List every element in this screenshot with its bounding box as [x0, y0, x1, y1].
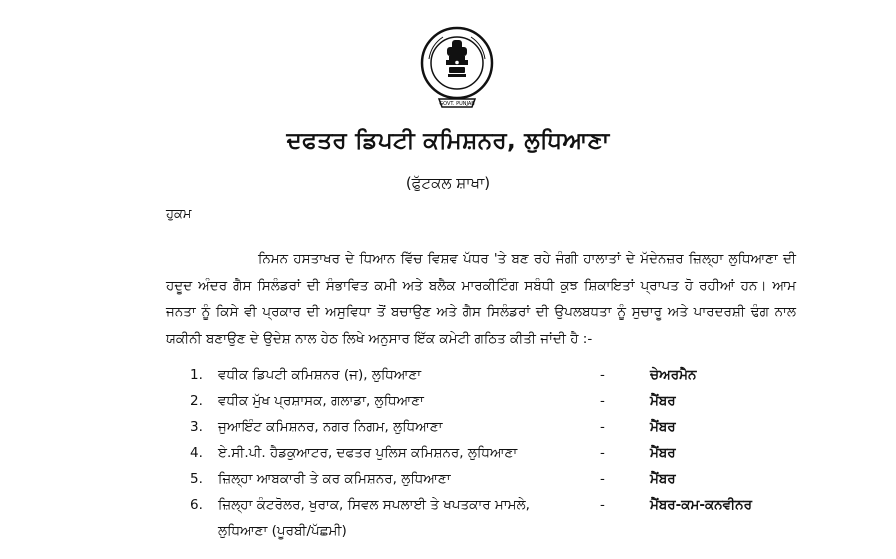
member-role: ਮੈਂਬਰ: [650, 393, 676, 409]
committee-member-2: [190, 393, 830, 419]
member-role: ਮੈਂਬਰ: [650, 471, 676, 487]
member-number: 1.: [190, 367, 203, 383]
separator-dash: -: [600, 497, 605, 513]
member-designation: ਜ਼ਿਲ੍ਹਾ ਆਬਕਾਰੀ ਤੇ ਕਰ ਕਮਿਸ਼ਨਰ, ਲੁਧਿਆਣਾ: [218, 471, 451, 487]
office-title: ਦਫਤਰ ਡਿਪਟੀ ਕਮਿਸ਼ਨਰ, ਲੁਧਿਆਣਾ: [286, 128, 610, 154]
order-label: ਹੁਕਮ: [166, 207, 192, 222]
member-role: ਮੈਂਬਰ: [650, 445, 676, 461]
separator-dash: -: [600, 445, 605, 461]
order-paragraph: ਨਿਮਨ ਹਸਤਾਖਰ ਦੇ ਧਿਆਨ ਵਿੱਚ ਵਿਸ਼ਵ ਪੱਧਰ 'ਤੇ ਬਣ ਰਹੇ ਜੰਗੀ ਹਾਲਾਤਾਂ ਦੇ ਮੱਦੇਨਜ਼ਰ ਜ਼ਿਲ੍ਹਾ ਲੁਧਿਆਣਾ ਦੀ ਹਦੂਦ ਅੰਦਰ ਗੈਸ ਸਿਲੰਡਰਾਂ ਦੀ ਸੰਭਾਵਿਤ ਕਮੀ ਅਤੇ ਬਲੈਕ ਮਾਰਕੀਟਿੰਗ ਸਬੰਧੀ ਕੁਝ ਸ਼ਿਕਾਇਤਾਂ ਪ੍ਰਾਪਤ ਹੋ ਰਹੀਆਂ ਹਨ। ਆਮ ਜਨਤਾ ਨੂੰ ਕਿਸੇ ਵੀ ਪ੍ਰਕਾਰ ਦੀ ਅਸੁਵਿਧਾ ਤੋਂ ਬਚਾਉਣ ਅਤੇ ਗੈਸ ਸਿਲੰਡਰਾਂ ਦੀ ਉਪਲਬਧਤਾ ਨੂੰ ਸੁਚਾਰੂ ਅਤੇ ਪਾਰਦਰਸ਼ੀ ਢੰਗ ਨਾਲ ਯਕੀਨੀ ਬਣਾਉਣ ਦੇ ਉਦੇਸ਼ ਨਾਲ ਹੇਠ ਲਿਖੇ ਅਨੁਸਾਰ ਇੱਕ ਕਮੇਟੀ ਗਠਿਤ ਕੀਤੀ ਜਾਂਦੀ ਹੈ :-: [166, 251, 796, 347]
member-role: ਮੈਂਬਰ: [650, 419, 676, 435]
committee-member-4: [190, 445, 830, 471]
separator-dash: -: [600, 393, 605, 409]
committee-member-3: [190, 419, 830, 445]
member-role: ਮੈਂਬਰ-ਕਮ-ਕਨਵੀਨਰ: [650, 497, 752, 513]
separator-dash: -: [600, 419, 605, 435]
member-designation-line-2: ਲੁਧਿਆਣਾ (ਪੂਰਬੀ/ਪੱਛਮੀ): [218, 523, 347, 539]
member-designation: ਵਧੀਕ ਡਿਪਟੀ ਕਮਿਸ਼ਨਰ (ਜ), ਲੁਧਿਆਣਾ: [218, 367, 422, 383]
member-number: 2.: [190, 393, 203, 409]
emblem-bottom-text: GOVT. PUNJAB: [439, 101, 475, 107]
member-number: 6.: [190, 497, 203, 513]
committee-member-5: [190, 471, 830, 497]
separator-dash: -: [600, 367, 605, 383]
member-role: ਚੇਅਰਮੈਨ: [650, 367, 697, 383]
separator-dash: -: [600, 471, 605, 487]
committee-member-1: [190, 367, 830, 393]
member-designation: ਵਧੀਕ ਮੁੱਖ ਪ੍ਰਸ਼ਾਸਕ, ਗਲਾਡਾ, ਲੁਧਿਆਣਾ: [218, 393, 424, 409]
member-number: 4.: [190, 445, 203, 461]
branch-name: (ਫੁੱਟਕਲ ਸ਼ਾਖਾ): [405, 174, 491, 192]
committee-list: [190, 367, 830, 549]
member-designation: ਜ਼ਿਲ੍ਹਾ ਕੰਟਰੋਲਰ, ਖੁਰਾਕ, ਸਿਵਲ ਸਪਲਾਈ ਤੇ ਖਪਤਕਾਰ ਮਾਮਲੇ,: [218, 497, 530, 513]
punjab-government-emblem: [419, 23, 495, 111]
member-designation: ਏ.ਸੀ.ਪੀ. ਹੈਡਕੁਆਟਰ, ਦਫਤਰ ਪੁਲਿਸ ਕਮਿਸ਼ਨਰ, ਲੁਧਿਆਣਾ: [218, 445, 518, 461]
member-number: 5.: [190, 471, 203, 487]
committee-member-6: [190, 497, 830, 549]
member-number: 3.: [190, 419, 203, 435]
member-designation: ਜੁਆਇੰਟ ਕਮਿਸ਼ਨਰ, ਨਗਰ ਨਿਗਮ, ਲੁਧਿਆਣਾ: [218, 419, 443, 435]
